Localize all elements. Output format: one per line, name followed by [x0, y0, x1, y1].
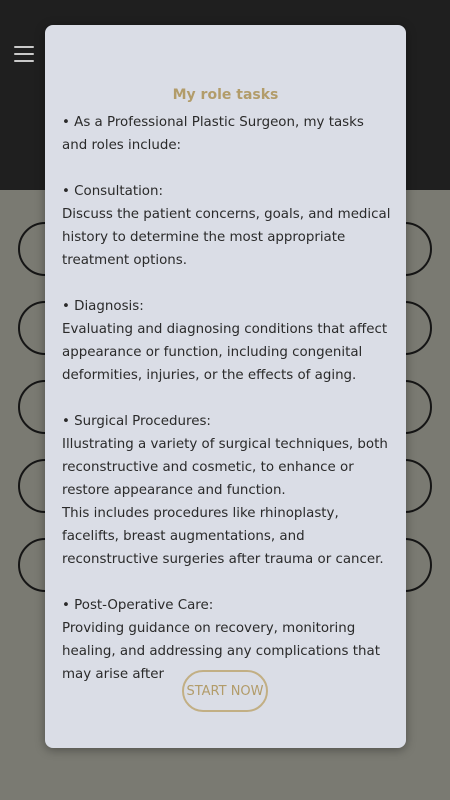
section-heading-surgical: • Surgical Procedures:: [62, 414, 211, 429]
section-heading-postop: • Post-Operative Care:: [62, 598, 214, 613]
section-text-consultation: Discuss the patient concerns, goals, and medical history to determine the most appropriate treatment options.: [62, 207, 395, 268]
intro-text: • As a Professional Plastic Surgeon, my tasks and roles include:: [62, 115, 369, 153]
dialog-title: My role tasks: [172, 87, 279, 103]
section-text-diagnosis: Evaluating and diagnosing conditions that affect appearance or function, including congenital deformities, injuries, or the effects of aging.: [62, 322, 392, 383]
hamburger-menu-icon[interactable]: [14, 46, 34, 62]
section-heading-consultation: • Consultation:: [62, 184, 163, 199]
section-heading-diagnosis: • Diagnosis:: [62, 299, 144, 314]
section-text-surgical: Illustrating a variety of surgical techniques, both reconstructive and cosmetic, to enhance or restore appearance and function.: [62, 437, 393, 498]
start-now-button[interactable]: START NOW: [182, 670, 268, 712]
section-text-postop: Providing guidance on recovery, monitoring healing, and addressing any complications that may arise after: [62, 621, 385, 682]
dialog-body[interactable]: [62, 111, 395, 682]
section-text-surgical-2: This includes procedures like rhinoplasty, facelifts, breast augmentations, and reconstructive surgeries after trauma or cancer.: [62, 506, 384, 567]
role-tasks-dialog: [45, 25, 406, 748]
